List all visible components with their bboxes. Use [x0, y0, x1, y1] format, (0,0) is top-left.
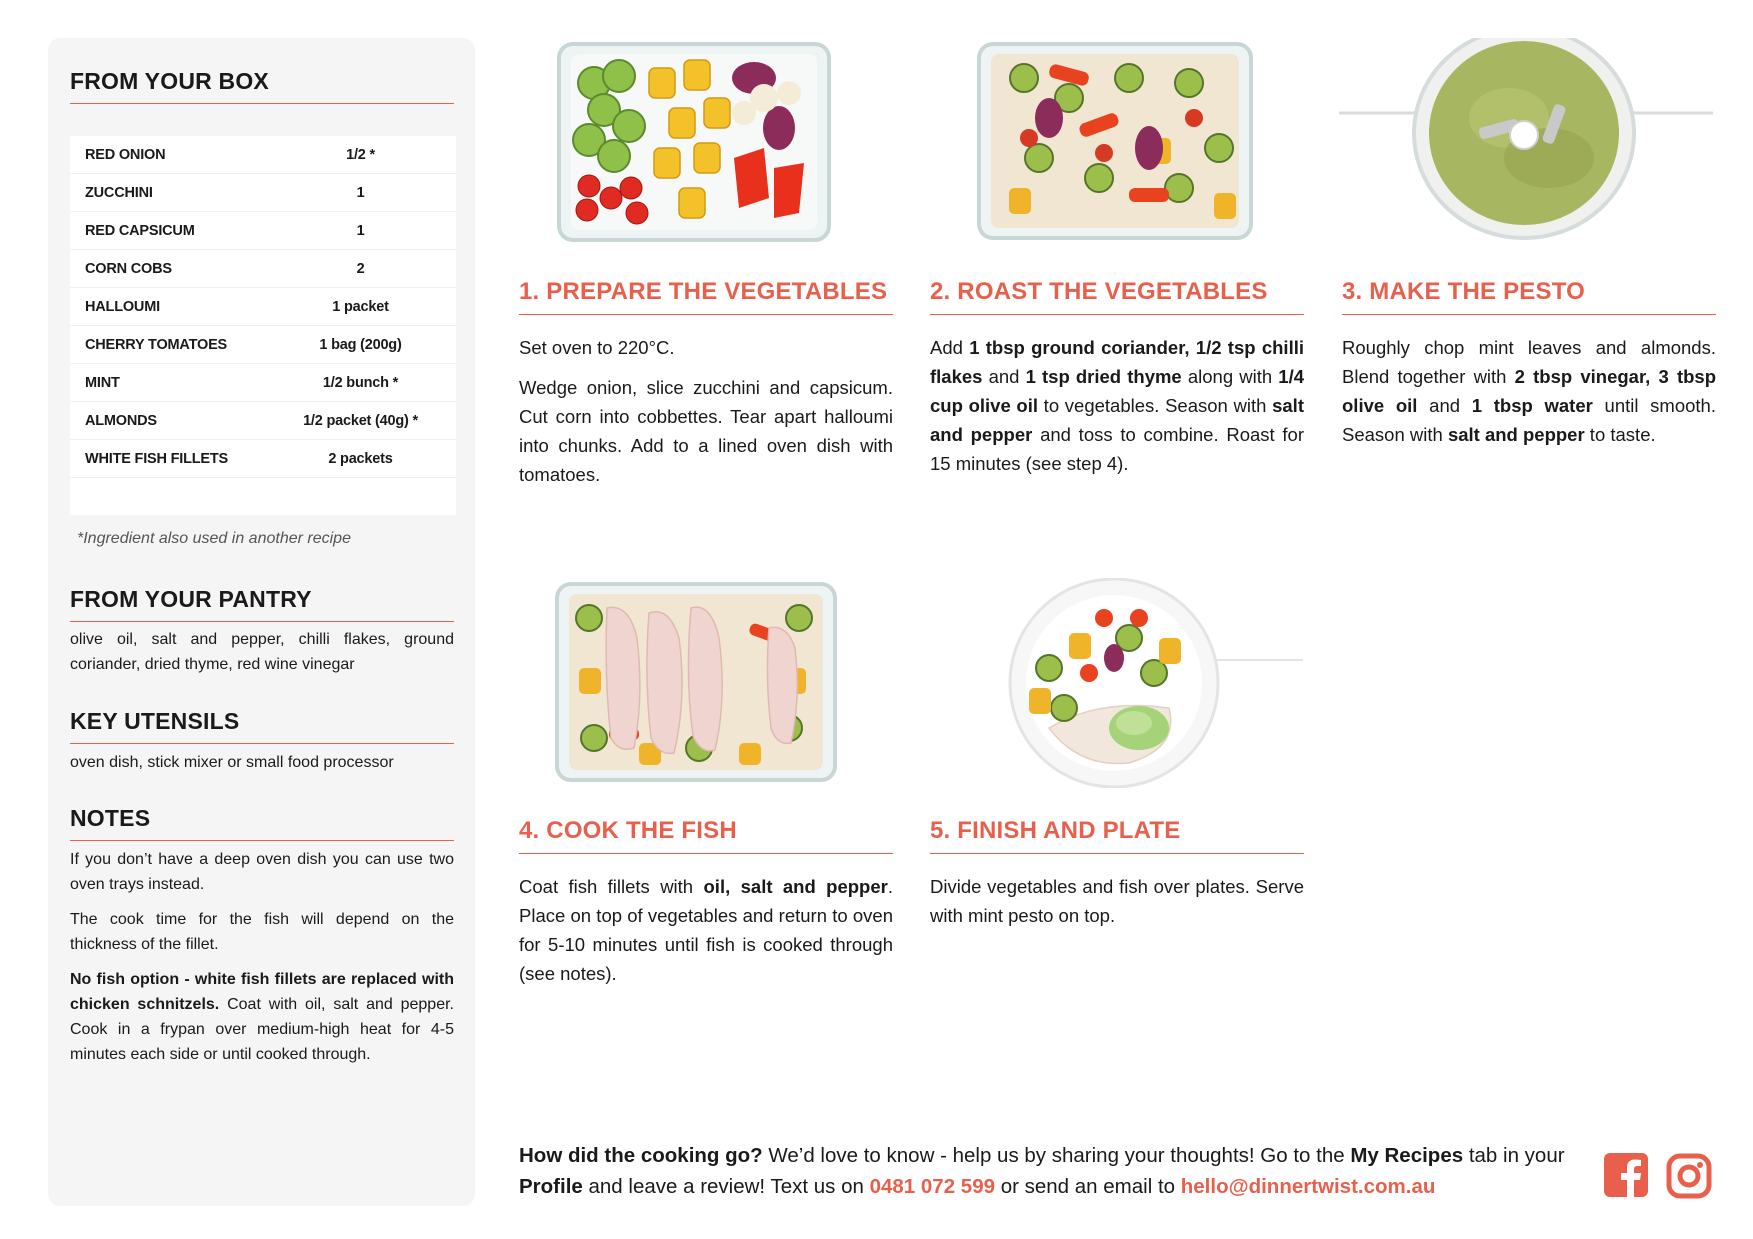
step3-text: until smooth. Season with	[1342, 395, 1716, 445]
step2-bold: 1 tbsp ground coriander, 1/2 tsp chilli flakes	[930, 337, 1304, 387]
instagram-icon[interactable]	[1666, 1153, 1712, 1204]
table-row	[70, 136, 456, 174]
facebook-icon[interactable]	[1604, 1153, 1648, 1202]
table-row	[70, 288, 456, 326]
ingredient-name: WHITE FISH FILLETS	[85, 450, 229, 467]
notes-heading: NOTES	[70, 805, 454, 841]
email-link[interactable]: hello@dinnertwist.com.au	[1180, 1175, 1436, 1198]
step2-text: along with	[1181, 366, 1279, 387]
ingredient-name: RED ONION	[85, 146, 166, 163]
step4-bold: oil, salt and pepper	[703, 876, 888, 897]
step3-text: to taste.	[1584, 424, 1656, 445]
footer-text: and leave a review! Text us on	[582, 1175, 870, 1198]
step3-heading: 3. MAKE THE PESTO	[1342, 278, 1716, 315]
step2-text: and	[982, 366, 1026, 387]
profile-label: Profile	[519, 1175, 583, 1198]
my-recipes-label: My Recipes	[1350, 1144, 1464, 1167]
step3-bold: 2 tbsp vinegar, 3 tbsp olive oil	[1342, 366, 1716, 416]
note-no-fish	[70, 967, 454, 1067]
pantry-text: olive oil, salt and pepper, chilli flakes, ground coriander, dried thyme, red wine vinegar	[70, 631, 454, 673]
step1-photo	[519, 38, 893, 248]
ingredient-qty: 1/2 bunch *	[322, 374, 399, 391]
table-row	[70, 364, 456, 402]
from-your-pantry-heading: FROM YOUR PANTRY	[70, 586, 454, 622]
step4-heading: 4. COOK THE FISH	[519, 817, 893, 854]
step3-bold: 1 tbsp water	[1471, 395, 1593, 416]
step2-bold: 1/4 cup olive oil	[930, 366, 1304, 416]
table-row-empty	[70, 478, 456, 515]
step2-bold: salt and pepper	[930, 395, 1304, 445]
note-no-fish-bold: No fish option - white fish fillets are replaced with chicken schnitzels.	[70, 971, 454, 1013]
note-no-fish-rest: Coat with oil, salt and pepper. Cook in a frypan over medium-high heat for 4-5 minutes each side or until cooked through.	[70, 996, 454, 1063]
step2-text: to vegetables. Season with	[1038, 395, 1273, 416]
step4-photo	[519, 578, 893, 788]
ingredient-name: CORN COBS	[85, 260, 172, 277]
ingredient-name: ZUCCHINI	[85, 184, 153, 201]
notes-body	[70, 847, 454, 1077]
ingredient-name: MINT	[85, 374, 120, 391]
step1-para-prep: Wedge onion, slice zucchini and capsicum. Cut corn into cobbettes. Tear apart halloumi into chunks. Add to a lined oven dish with tomatoes.	[519, 377, 893, 485]
ingredient-name: ALMONDS	[85, 412, 157, 429]
step5-heading: 5. FINISH AND PLATE	[930, 817, 1304, 854]
table-row	[70, 212, 456, 250]
utensils-text: oven dish, stick mixer or small food processor	[70, 754, 394, 771]
ingredients-table	[70, 136, 456, 515]
table-row	[70, 440, 456, 478]
ingredient-qty: 2	[356, 260, 365, 277]
footer-text: or send an email to	[995, 1175, 1181, 1198]
step3-text: and	[1417, 395, 1472, 416]
key-utensils-heading: KEY UTENSILS	[70, 708, 454, 744]
step3-photo	[1339, 38, 1713, 248]
step4-text: . Place on top of vegetables and return to oven for 5-10 minutes until fish is cooked through (see notes).	[519, 876, 893, 984]
step5-para: Divide vegetables and fish over plates. Serve with mint pesto on top.	[930, 876, 1304, 926]
ingredient-footnote: *Ingredient also used in another recipe	[77, 530, 351, 547]
step4-body	[519, 872, 893, 999]
step5-body	[930, 872, 1304, 941]
ingredients-sidebar	[48, 38, 475, 1206]
footer-text: tab in your	[1463, 1144, 1565, 1167]
step2-heading: 2. ROAST THE VEGETABLES	[930, 278, 1304, 315]
step2-bold: 1 tsp dried thyme	[1025, 366, 1182, 387]
step1-heading: 1. PREPARE THE VEGETABLES	[519, 278, 893, 315]
step2-body	[930, 333, 1304, 489]
table-row	[70, 250, 456, 288]
ingredient-qty: 1 bag (200g)	[319, 336, 402, 353]
step2-photo	[929, 38, 1303, 248]
ingredient-qty: 1 packet	[332, 298, 389, 315]
ingredient-qty: 1/2 *	[346, 146, 375, 163]
step3-bold: salt and pepper	[1447, 424, 1585, 445]
ingredient-qty: 1/2 packet (40g) *	[303, 412, 418, 429]
feedback-footer	[519, 1140, 1579, 1202]
step1-para-oven: Set oven to 220°C.	[519, 337, 675, 358]
footer-bold: How did the cooking go?	[519, 1144, 763, 1167]
ingredient-qty: 1	[356, 222, 365, 239]
table-row	[70, 326, 456, 364]
ingredient-qty: 2 packets	[328, 450, 393, 467]
step1-body	[519, 333, 893, 500]
ingredient-name: HALLOUMI	[85, 298, 160, 315]
ingredient-name: RED CAPSICUM	[85, 222, 195, 239]
from-your-box-heading: FROM YOUR BOX	[70, 68, 454, 104]
note-deep-dish: If you don’t have a deep oven dish you can use two oven trays instead.	[70, 851, 454, 893]
table-row	[70, 402, 456, 440]
table-row	[70, 174, 456, 212]
phone-number[interactable]: 0481 072 599	[869, 1175, 995, 1198]
note-cook-time: The cook time for the fish will depend on the thickness of the fillet.	[70, 911, 454, 953]
footer-text: We’d love to know - help us by sharing your thoughts! Go to the	[762, 1144, 1351, 1167]
step2-text: and toss to combine. Roast for 15 minutes (see step 4).	[930, 424, 1305, 474]
step4-text: Coat fish fillets with	[519, 876, 704, 897]
step3-text: Roughly chop mint leaves and almonds. Blend together with	[1342, 337, 1716, 387]
step5-photo	[929, 578, 1303, 788]
step3-body	[1342, 333, 1716, 460]
step2-text: Add	[930, 337, 970, 358]
ingredient-name: CHERRY TOMATOES	[85, 336, 228, 353]
ingredient-qty: 1	[356, 184, 365, 201]
